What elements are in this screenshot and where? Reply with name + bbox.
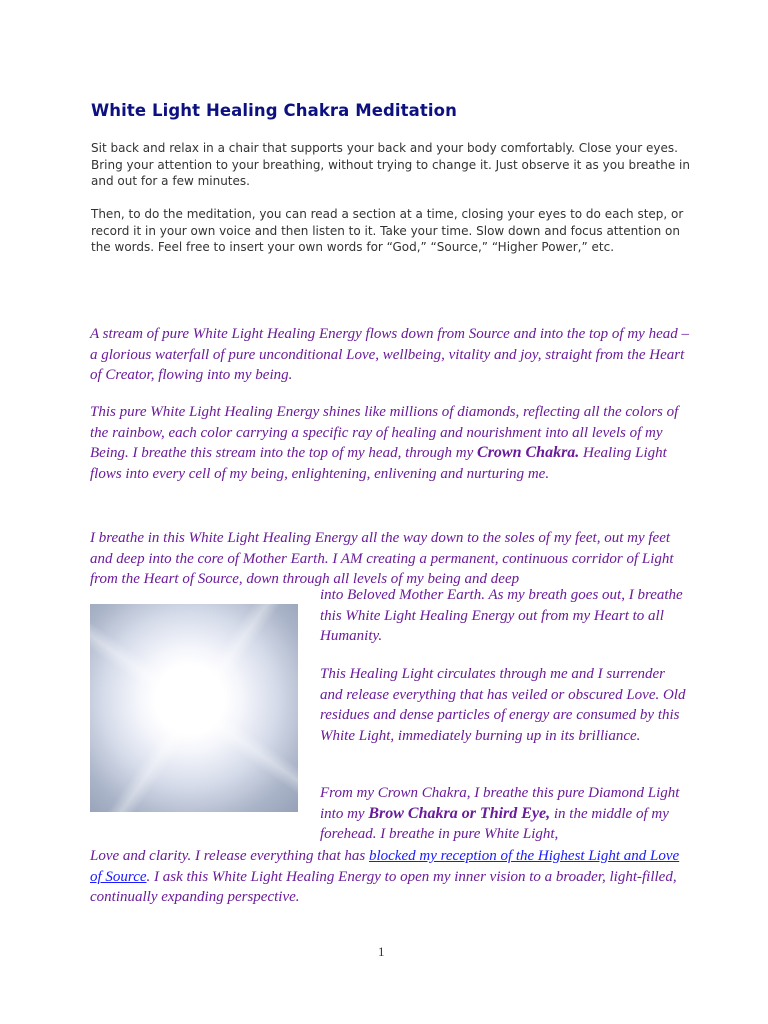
meditation-paragraph-4: This Healing Light circulates through me and I surrender and release everything that has veiled or obscured Love. Old residues and dense particles of energy are consumed by this White Light, immediately burning up in its brilliance. [320,666,686,744]
meditation-paragraph-3-continued: into Beloved Mother Earth. As my breath goes out, I breathe this White Light Healing Energy out from my Heart to all Humanity. [320,587,683,645]
highest-light-link[interactable]: blocked my reception of the Highest Light and Love of Source [90,848,680,885]
meditation-paragraph-1: A stream of pure White Light Healing Energy flows down from Source and into the top of my head – a glorious waterfall of pure unconditional Love, wellbeing, vitality and joy, straight from the Heart of Creator, flowing into my being. [90,326,689,384]
meditation-paragraph-2 [90,402,690,484]
intro-paragraph-1: Sit back and relax in a chair that supports your back and your body comfortably. Close your eyes. Bring your attention to your breathing, without trying to change it. Just observe it as you breathe in and out for a few minutes. [91,141,690,188]
intro-paragraph-2: Then, to do the meditation, you can read a section at a time, closing your eyes to do each step, or record it in your own voice and then listen to it. Take your time. Slow down and focus attention on the words. Feel free to insert your own words for “God,” “Source,” “Higher Power,” etc. [91,207,684,254]
white-light-image [90,604,298,812]
meditation-paragraph-3: I breathe in this White Light Healing Energy all the way down to the soles of my feet, out my feet and deep into the core of Mother Earth. I AM creating a permanent, continuous corridor of Light from the Heart of Source, down through all levels of my being and deep [90,530,674,588]
crown-chakra-emphasis: Crown Chakra. [477,444,580,462]
crown-text-before: This pure White Light Healing Energy shines like millions of diamonds, reflecting all the colors of the rainbow, each color carrying a specific ray of healing and nourishment into all levels of my Being. I breathe this stream into the top of my head, through my [90,404,679,462]
meditation-paragraph-5 [320,783,690,845]
page-title: White Light Healing Chakra Meditation [91,101,457,120]
brow-text-after: in the middle of my forehead. I breathe in pure White Light, [320,805,669,843]
brow-chakra-emphasis: Brow Chakra or Third Eye, [368,804,551,822]
page-number: 1 [378,944,385,959]
release-text-after: . I ask this White Light Healing Energy to open my inner vision to a broader, light-filled, continually expanding perspective. [90,868,677,906]
brow-text-before: From my Crown Chakra, I breathe this pure Diamond Light into my [320,785,680,822]
crown-text-after: Healing Light flows into every cell of my being, enlightening, enlivening and nurturing me. [90,445,667,482]
release-text-before: Love and clarity. I release everything that has [90,848,369,864]
meditation-paragraph-5-continued [90,846,690,908]
